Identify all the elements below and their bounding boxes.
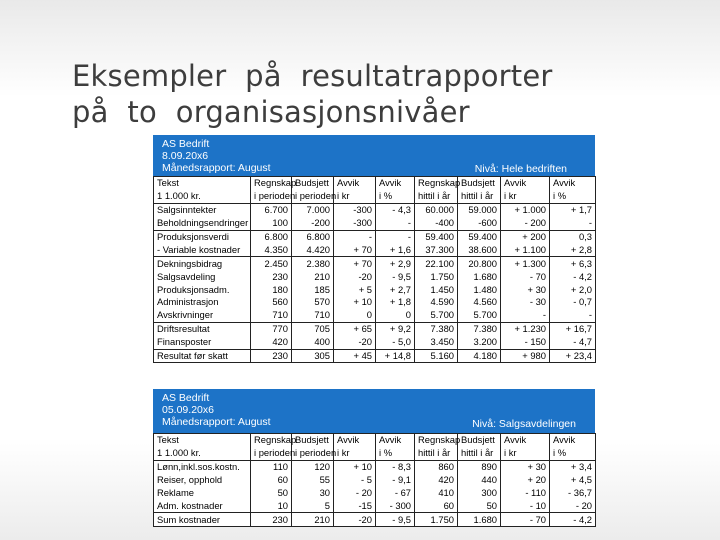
value-cell: + 2,9 — [376, 257, 415, 270]
value-cell: 4.590 — [415, 296, 458, 309]
value-cell: 0 — [376, 309, 415, 322]
row-label: Beholdningsendringer — [154, 217, 251, 230]
header-row — [154, 447, 596, 460]
value-cell: + 4,5 — [550, 474, 596, 487]
value-cell: 7.380 — [458, 322, 501, 335]
header-cell: i kr — [334, 190, 376, 203]
value-cell: -300 — [334, 217, 376, 230]
table-row — [154, 322, 596, 335]
value-cell: 1.750 — [415, 270, 458, 283]
value-cell: 5.160 — [415, 349, 458, 363]
value-cell: 50 — [251, 487, 292, 500]
value-cell: + 30 — [501, 460, 550, 473]
value-cell: 60 — [415, 499, 458, 512]
value-cell: 710 — [251, 309, 292, 322]
value-cell: + 10 — [334, 460, 376, 473]
value-cell: 5.700 — [458, 309, 501, 322]
value-cell: + 6,3 — [550, 257, 596, 270]
value-cell: + 16,7 — [550, 322, 596, 335]
header-cell: Regnskap — [415, 177, 458, 190]
value-cell: 4.420 — [292, 243, 334, 256]
value-cell: - 4,7 — [550, 336, 596, 349]
value-cell: 3.200 — [458, 336, 501, 349]
slide-title — [72, 58, 553, 130]
row-label: Reiser, opphold — [154, 474, 251, 487]
value-cell: 185 — [292, 283, 334, 296]
header-cell: i perioden — [292, 447, 334, 460]
header-cell: Budsjett — [292, 177, 334, 190]
value-cell: - — [550, 309, 596, 322]
header-cell: hittil i år — [415, 190, 458, 203]
header-cell: Avvik — [376, 177, 415, 190]
value-cell: 570 — [292, 296, 334, 309]
report-date: 8.09.20x6 — [162, 150, 209, 162]
header-cell: Avvik — [501, 434, 550, 447]
table-row — [154, 283, 596, 296]
header-cell: 1 1.000 kr. — [154, 447, 251, 460]
row-label: Driftsresultat — [154, 322, 251, 335]
value-cell: - 150 — [501, 336, 550, 349]
value-cell: + 200 — [501, 230, 550, 243]
report-type: Månedsrapport: August — [162, 162, 271, 174]
value-cell: + 1,8 — [376, 296, 415, 309]
row-label: Dekningsbidrag — [154, 257, 251, 270]
value-cell: -400 — [415, 217, 458, 230]
value-cell: 705 — [292, 322, 334, 335]
value-cell: + 2,0 — [550, 283, 596, 296]
value-cell: - 5,0 — [376, 336, 415, 349]
header-cell: i perioden — [251, 447, 292, 460]
header-cell: Tekst — [154, 177, 251, 190]
row-label: Resultat før skatt — [154, 349, 251, 363]
value-cell: - 4,3 — [376, 203, 415, 216]
value-cell: 60 — [251, 474, 292, 487]
value-cell: 710 — [292, 309, 334, 322]
report-header — [153, 389, 595, 433]
table-row — [154, 243, 596, 256]
report-table — [153, 433, 596, 527]
value-cell: 38.600 — [458, 243, 501, 256]
report-type: Månedsrapport: August — [162, 416, 271, 428]
value-cell: 1.450 — [415, 283, 458, 296]
table-row — [154, 230, 596, 243]
header-cell: i kr — [501, 447, 550, 460]
value-cell: 230 — [251, 349, 292, 363]
value-cell: + 30 — [501, 283, 550, 296]
value-cell: 410 — [415, 487, 458, 500]
header-cell: i perioden — [251, 190, 292, 203]
value-cell: 5.700 — [415, 309, 458, 322]
value-cell: 6.700 — [251, 203, 292, 216]
value-cell: 210 — [292, 513, 334, 527]
header-cell: hittil i år — [458, 190, 501, 203]
value-cell: - — [334, 230, 376, 243]
header-cell: Budsjett — [458, 434, 501, 447]
value-cell: + 14,8 — [376, 349, 415, 363]
value-cell: - 9,5 — [376, 270, 415, 283]
value-cell: 1.680 — [458, 270, 501, 283]
report-date: 05.09.20x6 — [162, 404, 214, 416]
value-cell: 110 — [251, 460, 292, 473]
value-cell: - 70 — [501, 270, 550, 283]
value-cell: + 45 — [334, 349, 376, 363]
value-cell: 770 — [251, 322, 292, 335]
report-table — [153, 176, 596, 363]
value-cell: 420 — [415, 474, 458, 487]
header-cell: Regnskap — [415, 434, 458, 447]
table-row — [154, 257, 596, 270]
value-cell: - 110 — [501, 487, 550, 500]
value-cell: 440 — [458, 474, 501, 487]
value-cell: - 30 — [501, 296, 550, 309]
value-cell: 0,3 — [550, 230, 596, 243]
value-cell: - 5 — [334, 474, 376, 487]
value-cell: 50 — [458, 499, 501, 512]
value-cell: 7.000 — [292, 203, 334, 216]
value-cell: + 9,2 — [376, 322, 415, 335]
table-row — [154, 309, 596, 322]
value-cell: 7.380 — [415, 322, 458, 335]
row-label: Finansposter — [154, 336, 251, 349]
value-cell: 100 — [251, 217, 292, 230]
table-row — [154, 270, 596, 283]
header-row — [154, 177, 596, 190]
value-cell: 6.800 — [251, 230, 292, 243]
value-cell: 2.450 — [251, 257, 292, 270]
report-level: Nivå: Salgsavdelingen — [472, 418, 576, 430]
header-cell: i % — [550, 447, 596, 460]
value-cell: 300 — [458, 487, 501, 500]
value-cell: + 1.100 — [501, 243, 550, 256]
value-cell: - 36,7 — [550, 487, 596, 500]
value-cell: -20 — [334, 270, 376, 283]
value-cell: - — [501, 309, 550, 322]
row-label: Avskrivninger — [154, 309, 251, 322]
value-cell: + 70 — [334, 257, 376, 270]
value-cell: 6.800 — [292, 230, 334, 243]
value-cell: 4.350 — [251, 243, 292, 256]
slide-title-line-2: på to organisasjonsnivåer — [72, 95, 470, 129]
value-cell: - 10 — [501, 499, 550, 512]
value-cell: -20 — [334, 336, 376, 349]
header-cell: i kr — [334, 447, 376, 460]
value-cell: 305 — [292, 349, 334, 363]
value-cell: + 5 — [334, 283, 376, 296]
value-cell: + 980 — [501, 349, 550, 363]
value-cell: 22.100 — [415, 257, 458, 270]
value-cell: 10 — [251, 499, 292, 512]
value-cell: - — [376, 230, 415, 243]
table-row — [154, 217, 596, 230]
value-cell: 230 — [251, 513, 292, 527]
value-cell: 400 — [292, 336, 334, 349]
value-cell: 890 — [458, 460, 501, 473]
value-cell: 5 — [292, 499, 334, 512]
value-cell: 860 — [415, 460, 458, 473]
row-label: Adm. kostnader — [154, 499, 251, 512]
table-row — [154, 336, 596, 349]
row-label: Produksjonsverdi — [154, 230, 251, 243]
value-cell: - 200 — [501, 217, 550, 230]
value-cell: - 9,1 — [376, 474, 415, 487]
value-cell: 3.450 — [415, 336, 458, 349]
value-cell: 37.300 — [415, 243, 458, 256]
value-cell: + 1.000 — [501, 203, 550, 216]
table-row — [154, 296, 596, 309]
value-cell: - — [550, 217, 596, 230]
value-cell: - — [376, 217, 415, 230]
header-cell: Avvik — [550, 177, 596, 190]
table-row — [154, 349, 596, 363]
value-cell: 1.680 — [458, 513, 501, 527]
value-cell: 4.560 — [458, 296, 501, 309]
value-cell: 60.000 — [415, 203, 458, 216]
value-cell: 1.750 — [415, 513, 458, 527]
row-label: Lønn,inkl.sos.kostn. — [154, 460, 251, 473]
header-cell: Avvik — [550, 434, 596, 447]
report-level: Nivå: Hele bedriften — [474, 163, 567, 175]
header-cell: Budsjett — [292, 434, 334, 447]
value-cell: -20 — [334, 513, 376, 527]
header-row — [154, 190, 596, 203]
row-label: Salgsinntekter — [154, 203, 251, 216]
row-label: Reklame — [154, 487, 251, 500]
value-cell: 59.400 — [458, 230, 501, 243]
value-cell: - 70 — [501, 513, 550, 527]
table-row — [154, 487, 596, 500]
value-cell: - 20 — [334, 487, 376, 500]
value-cell: 20.800 — [458, 257, 501, 270]
row-label: - Variable kostnader — [154, 243, 251, 256]
row-label: Sum kostnader — [154, 513, 251, 527]
report-hele-bedriften — [153, 135, 595, 363]
value-cell: 1.480 — [458, 283, 501, 296]
table-row — [154, 460, 596, 473]
header-cell: Tekst — [154, 434, 251, 447]
header-cell: Avvik — [501, 177, 550, 190]
value-cell: + 10 — [334, 296, 376, 309]
value-cell: 2.380 — [292, 257, 334, 270]
header-cell: hittil i år — [458, 447, 501, 460]
value-cell: + 20 — [501, 474, 550, 487]
value-cell: + 65 — [334, 322, 376, 335]
table-row — [154, 474, 596, 487]
value-cell: -600 — [458, 217, 501, 230]
value-cell: - 300 — [376, 499, 415, 512]
value-cell: - 67 — [376, 487, 415, 500]
header-row — [154, 434, 596, 447]
value-cell: + 3,4 — [550, 460, 596, 473]
value-cell: 59.000 — [458, 203, 501, 216]
header-cell: Avvik — [334, 434, 376, 447]
value-cell: 210 — [292, 270, 334, 283]
value-cell: 4.180 — [458, 349, 501, 363]
value-cell: - 9,5 — [376, 513, 415, 527]
company-name: AS Bedrift — [162, 392, 210, 404]
header-cell: i kr — [501, 190, 550, 203]
row-label: Administrasjon — [154, 296, 251, 309]
table-row — [154, 203, 596, 216]
header-cell: Budsjett — [458, 177, 501, 190]
value-cell: + 1,6 — [376, 243, 415, 256]
value-cell: + 2,7 — [376, 283, 415, 296]
value-cell: + 2,8 — [550, 243, 596, 256]
table-row — [154, 513, 596, 527]
slide-title-line-1: Eksempler på resultatrapporter — [72, 59, 553, 93]
header-cell: i % — [376, 190, 415, 203]
row-label: Produksjonsadm. — [154, 283, 251, 296]
value-cell: 0 — [334, 309, 376, 322]
header-cell: Avvik — [334, 177, 376, 190]
row-label: Salgsavdeling — [154, 270, 251, 283]
value-cell: - 4,2 — [550, 513, 596, 527]
header-cell: i % — [376, 447, 415, 460]
value-cell: + 70 — [334, 243, 376, 256]
value-cell: 560 — [251, 296, 292, 309]
header-cell: Avvik — [376, 434, 415, 447]
report-salgsavdelingen — [153, 389, 595, 527]
header-cell: i perioden — [292, 190, 334, 203]
value-cell: - 0,7 — [550, 296, 596, 309]
value-cell: 230 — [251, 270, 292, 283]
value-cell: + 1,7 — [550, 203, 596, 216]
value-cell: 420 — [251, 336, 292, 349]
header-cell: Regnskap — [251, 177, 292, 190]
header-cell: Regnskap — [251, 434, 292, 447]
value-cell: - 8,3 — [376, 460, 415, 473]
value-cell: 120 — [292, 460, 334, 473]
header-cell: i % — [550, 190, 596, 203]
value-cell: 59.400 — [415, 230, 458, 243]
value-cell: 180 — [251, 283, 292, 296]
header-cell: hittil i år — [415, 447, 458, 460]
value-cell: 55 — [292, 474, 334, 487]
value-cell: + 1.230 — [501, 322, 550, 335]
company-name: AS Bedrift — [162, 138, 210, 150]
report-header — [153, 135, 595, 176]
value-cell: - 20 — [550, 499, 596, 512]
value-cell: -200 — [292, 217, 334, 230]
header-cell: 1 1.000 kr. — [154, 190, 251, 203]
value-cell: -300 — [334, 203, 376, 216]
value-cell: + 1.300 — [501, 257, 550, 270]
value-cell: -15 — [334, 499, 376, 512]
value-cell: - 4,2 — [550, 270, 596, 283]
value-cell: + 23,4 — [550, 349, 596, 363]
value-cell: 30 — [292, 487, 334, 500]
table-row — [154, 499, 596, 512]
